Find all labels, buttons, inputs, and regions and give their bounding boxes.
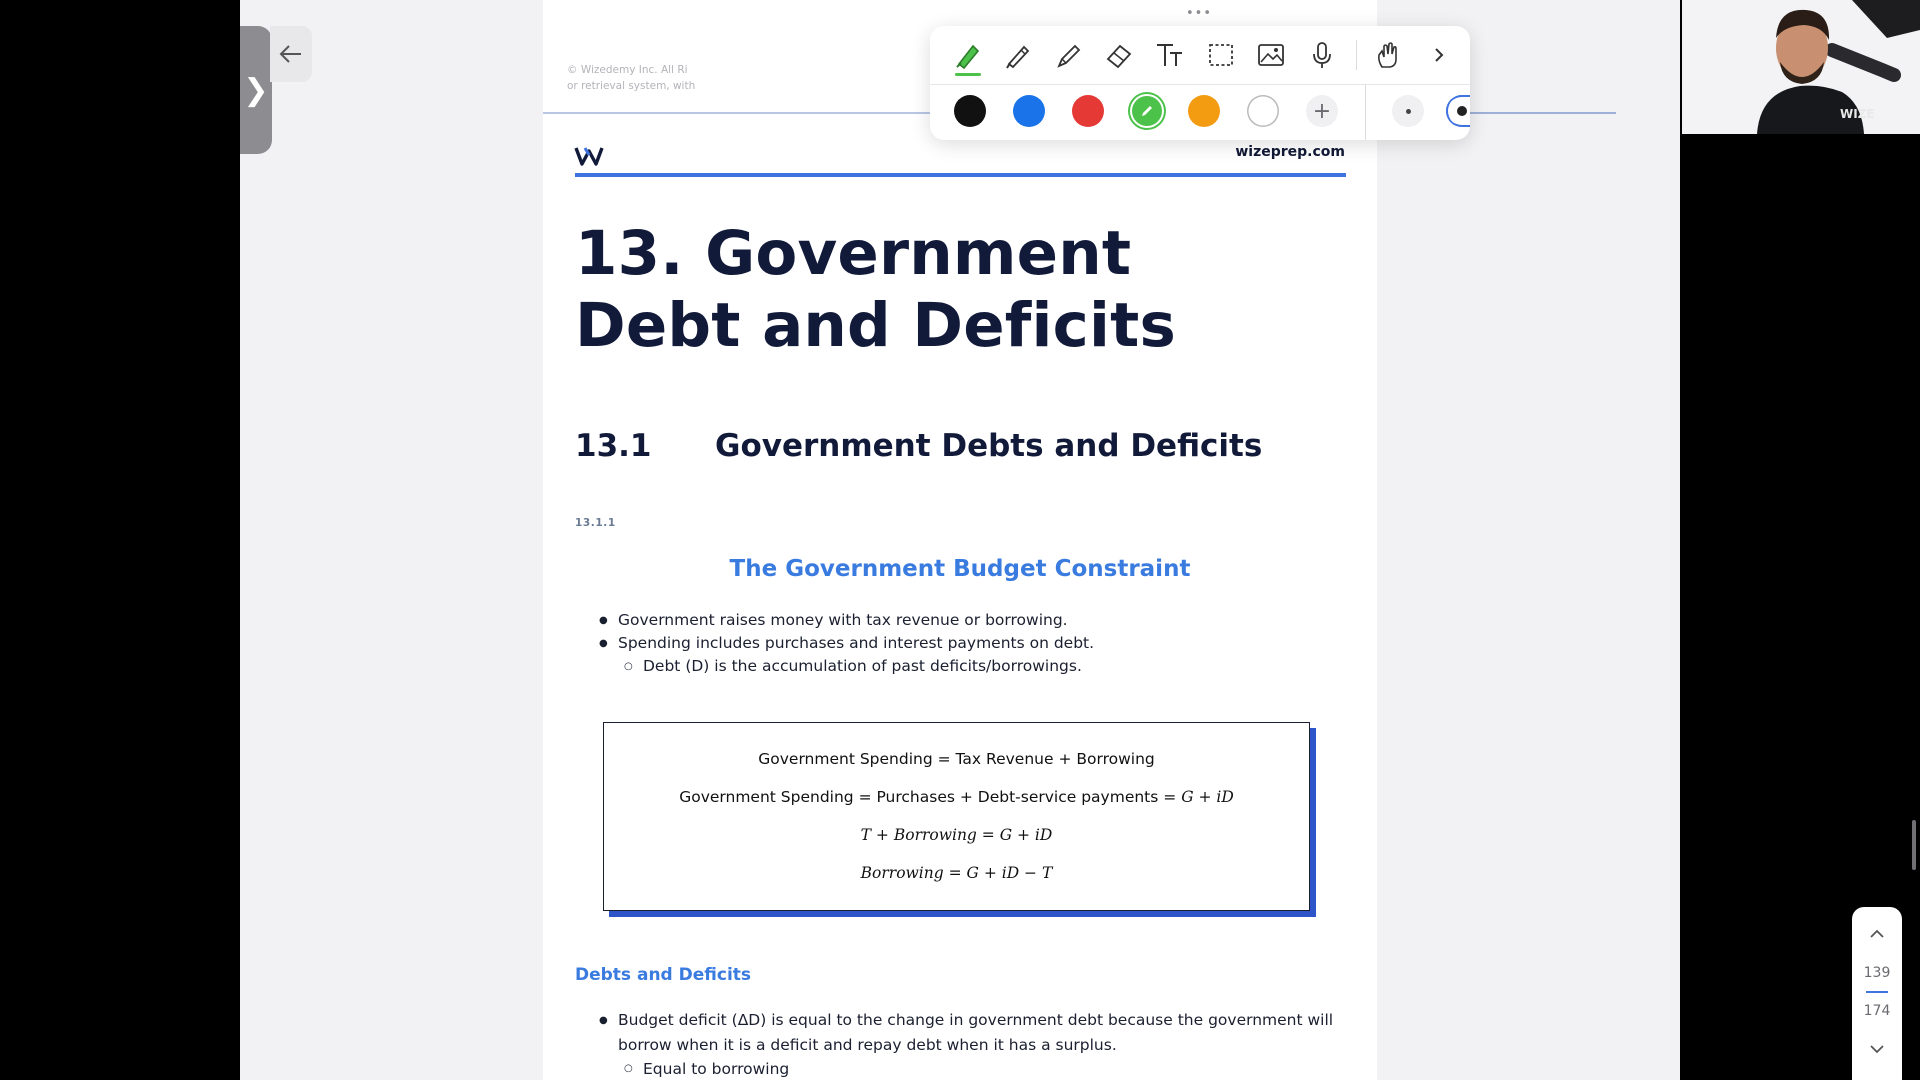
color-swatch-black[interactable]	[954, 95, 986, 127]
list-item: ○ Debt (D) is the accumulation of past deficits/borrowings.	[618, 655, 1338, 678]
previous-page-button[interactable]	[1865, 922, 1889, 946]
list-item: ○ Equal to borrowing	[618, 1058, 1338, 1080]
arrow-left-icon	[279, 44, 303, 64]
equation-line: Government Spending = Purchases + Debt-service payments = G + iD	[679, 788, 1234, 806]
next-page-button[interactable]	[1865, 1037, 1889, 1061]
highlighter-tool-button[interactable]	[949, 36, 987, 74]
presenter-video	[1682, 0, 1920, 134]
highlighter-icon	[953, 40, 983, 70]
color-swatch-white[interactable]	[1247, 95, 1279, 127]
header-rule	[575, 173, 1346, 177]
equation-box	[603, 722, 1310, 911]
text-tool-button[interactable]	[1151, 36, 1189, 74]
chevron-right-icon	[1429, 45, 1449, 65]
chevron-right-icon: ❯	[243, 72, 269, 108]
lasso-select-tool-button[interactable]	[1202, 36, 1240, 74]
chevron-up-icon	[1868, 925, 1886, 943]
wize-shirt-logo: WIZE	[1840, 107, 1875, 121]
section-heading	[575, 428, 1262, 464]
eraser-icon	[1104, 40, 1134, 70]
pen-icon	[1003, 40, 1033, 70]
document-page: © Wizedemy Inc. All Ri or retrieval system, with wizeprep.com 13. Government Debt and Deficits 13.1 Government Debts and Deficits 13.1.1 The Government Budget Constraint ● Government raises money with tax revenue or borrowing. ● Spending includes purchases and interest payments on debt. ○ Debt (D) is the accumulation of past deficits/borrowings. Government Spending = Tax Revenue + Borrowing Government Spending = Purchases + Debt-service payments = G + iD T + Borrowing = G + iD Borrowing = G + iD − T Debts and Deficits ● Budget deficit (ΔD) is equal to the change in government debt because the government will borrow when it is a deficit and repay debt when it has a surplus. ○ Equal to borrowing	[543, 0, 1377, 1080]
pencil-icon	[1054, 40, 1084, 70]
more-tools-button[interactable]	[1420, 36, 1458, 74]
bullet-list	[618, 609, 1338, 678]
color-swatch-green-selected[interactable]	[1128, 92, 1166, 130]
equation-line: T + Borrowing = G + iD	[860, 826, 1053, 844]
eraser-tool-button[interactable]	[1100, 36, 1138, 74]
section-title: Government Debts and Deficits	[715, 428, 1263, 464]
dot-icon	[1406, 109, 1411, 114]
hand-icon	[1373, 40, 1403, 70]
section-number: 13.1	[575, 428, 652, 464]
subsection-label: 13.1.1	[575, 517, 616, 529]
equation-line: Borrowing = G + iD − T	[860, 864, 1053, 882]
dot-icon	[1457, 106, 1467, 116]
chapter-title: 13. Government Debt and Deficits	[575, 218, 1176, 361]
total-pages: 174	[1863, 1003, 1891, 1019]
sidebar-toggle-button[interactable]	[240, 26, 272, 154]
bullet-list	[618, 1008, 1338, 1080]
microphone-icon	[1307, 40, 1337, 70]
list-item: ● Budget deficit (ΔD) is equal to the change in government debt because the government will borrow when it is a deficit and repay debt when it has a surplus.	[618, 1008, 1338, 1058]
list-item: ● Spending includes purchases and interest payments on debt.	[618, 632, 1338, 655]
equation-line: Government Spending = Tax Revenue + Borrowing	[758, 750, 1155, 768]
pen-tool-button[interactable]	[999, 36, 1037, 74]
touch-draw-tool-button[interactable]	[1369, 36, 1407, 74]
wizeprep-logo	[575, 146, 603, 170]
color-swatch-red[interactable]	[1072, 95, 1104, 127]
scrollbar-thumb[interactable]	[1912, 820, 1916, 870]
stroke-size-small[interactable]	[1392, 95, 1424, 127]
image-icon	[1256, 40, 1286, 70]
subsection-title: The Government Budget Constraint	[729, 556, 1191, 582]
toolbar-drag-handle[interactable]: •••	[1186, 6, 1213, 21]
toolbar-separator	[1356, 40, 1357, 70]
pencil-icon	[1132, 96, 1162, 126]
debts-heading: Debts and Deficits	[575, 965, 752, 985]
current-page-number[interactable]: 139	[1863, 965, 1891, 981]
thickness-slider-track	[1470, 112, 1616, 114]
color-swatch-blue[interactable]	[1013, 95, 1045, 127]
toolbar-separator	[1365, 84, 1366, 140]
text-icon	[1154, 40, 1186, 70]
stroke-size-medium-selected[interactable]	[1446, 95, 1470, 127]
tool-row	[930, 26, 1470, 85]
app-window	[240, 0, 1891, 1080]
presenter-webcam	[1682, 0, 1920, 134]
page-navigator	[1852, 907, 1902, 1080]
chevron-down-icon	[1868, 1040, 1886, 1058]
add-color-button[interactable]: +	[1306, 95, 1338, 127]
page-divider	[1866, 991, 1888, 993]
list-item: ● Government raises money with tax revenue or borrowing.	[618, 609, 1338, 632]
image-tool-button[interactable]	[1252, 36, 1290, 74]
annotation-toolbar	[930, 26, 1470, 140]
color-swatch-orange[interactable]	[1188, 95, 1220, 127]
selection-icon	[1206, 40, 1236, 70]
site-url: wizeprep.com	[1235, 144, 1345, 160]
pencil-tool-button[interactable]	[1050, 36, 1088, 74]
microphone-tool-button[interactable]	[1303, 36, 1341, 74]
back-button[interactable]	[270, 26, 312, 82]
